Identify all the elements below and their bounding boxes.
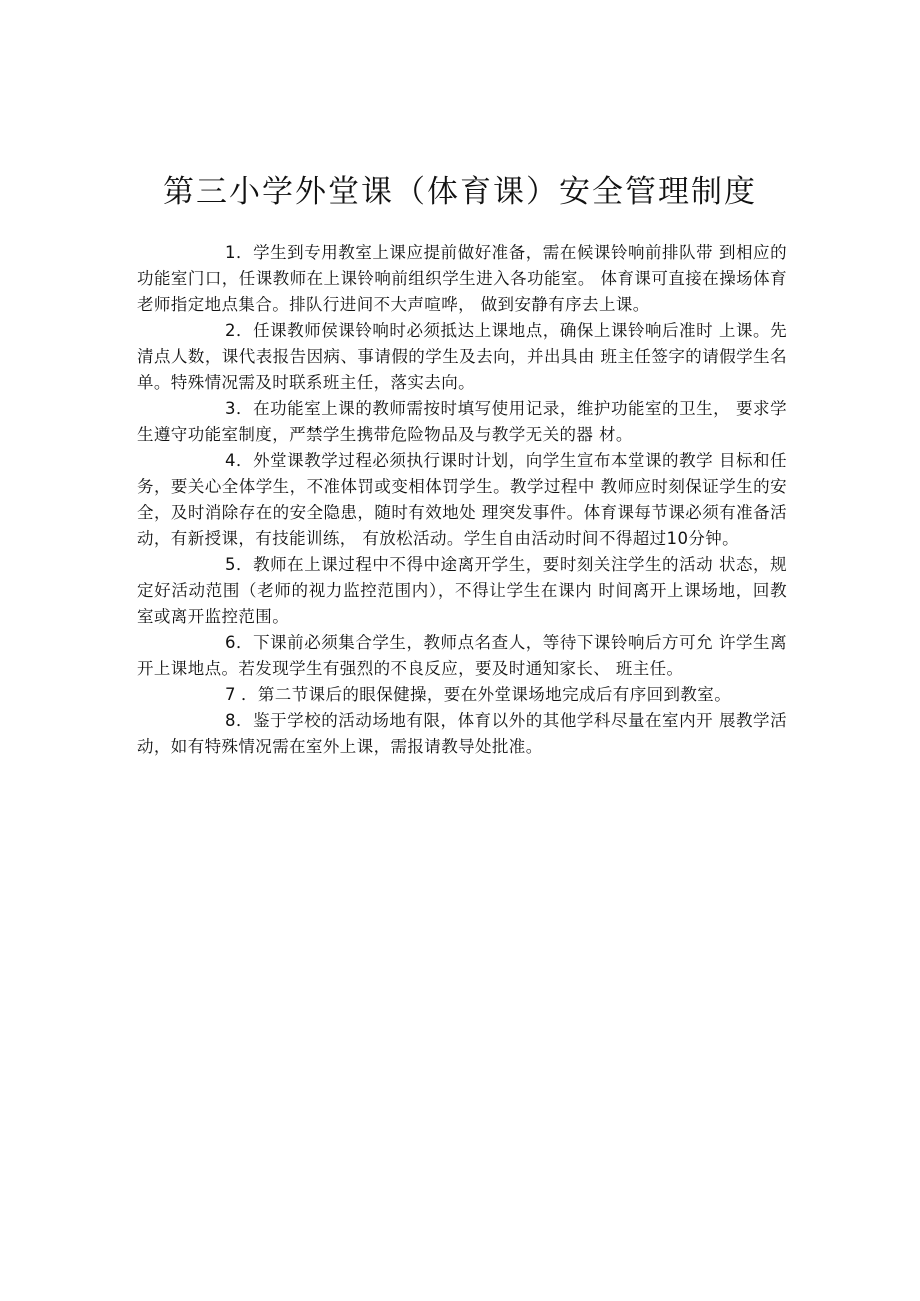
item-text: ．在功能室上课的教师需按时填写使用记录，维护功能室的卫生， 要求学生遵守功能室制度，严禁学生携带危险物品及与教学无关的器 材。	[137, 399, 787, 444]
item-number: 1	[225, 243, 236, 262]
item-text: ．外堂课教学过程必须执行课时计划，向学生宣布本堂课的教学 目标和任务，要关心全体学生，不准体罚或变相体罚学生。教学过程中 教师应时刻保证学生的安全，及时消除存在的安全隐患，随时有效地处 理突发事件。体育课每节课必须有准备活动，有新授课，有技能训练， 有放松活动。学生自由活动时间不得超过10分钟。	[137, 451, 787, 548]
regulation-item-1	[137, 240, 787, 318]
item-number: 2	[225, 321, 236, 340]
regulation-item-2	[137, 318, 787, 396]
item-text: ．鉴于学校的活动场地有限，体育以外的其他学科尽量在室内开 展教学活动，如有特殊情况需在室外上课，需报请教导处批准。	[137, 711, 787, 756]
item-text: ．第二节课后的眼保健操，要在外堂课场地完成后有序回到教室。	[241, 685, 732, 704]
item-text: ．教师在上课过程中不得中途离开学生，要时刻关注学生的活动 状态，规定好活动范围（老师的视力监控范围内），不得让学生在课内 时间离开上课场地，回教室或离开监控范围。	[137, 555, 787, 626]
item-number: 8	[225, 711, 236, 730]
regulation-item-4	[137, 448, 787, 552]
item-number: 4	[225, 451, 236, 470]
item-number: 3	[225, 399, 236, 418]
regulation-item-5	[137, 552, 787, 630]
item-number: 7	[225, 685, 236, 704]
item-text: ．下课前必须集合学生，教师点名查人，等待下课铃响后方可允 许学生离开上课地点。若发现学生有强烈的不良反应，要及时通知家长、 班主任。	[137, 633, 787, 678]
regulation-item-6	[137, 630, 787, 682]
item-number: 6	[225, 633, 236, 652]
item-text: ．学生到专用教室上课应提前做好准备，需在候课铃响前排队带 到相应的功能室门口，任课教师在上课铃响前组织学生进入各功能室。 体育课可直接在操场体育老师指定地点集合。排队行进间不大声喧哗， 做到安静有序去上课。	[137, 243, 787, 314]
regulation-item-7	[137, 682, 787, 708]
item-text: ．任课教师侯课铃响时必须抵达上课地点，确保上课铃响后准时 上课。先清点人数，课代表报告因病、事请假的学生及去向，并出具由 班主任签字的请假学生名单。特殊情况需及时联系班主任，落实去向。	[137, 321, 787, 392]
item-number: 5	[225, 555, 236, 574]
regulation-body	[137, 240, 787, 760]
page-title: 第三小学外堂课（体育课）安全管理制度	[163, 174, 757, 210]
regulation-item-8	[137, 708, 787, 760]
regulation-item-3	[137, 396, 787, 448]
